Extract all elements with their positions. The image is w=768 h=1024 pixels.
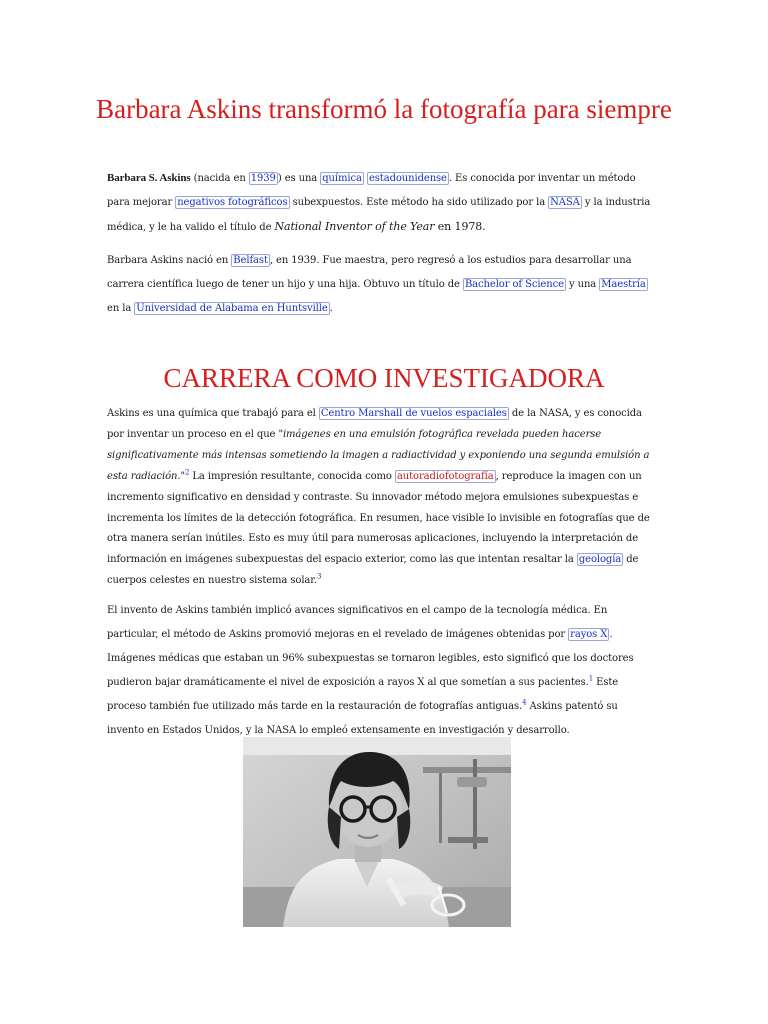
link-maestria[interactable]: Maestría	[601, 279, 646, 290]
text-segment: El invento de Askins también implicó avances significativos en el campo de la tecnología médica. En particular, el método de Askins promovió mejoras en el revelado de imágenes obtenidas por	[107, 605, 608, 640]
link-nasa[interactable]: NASA	[550, 197, 580, 208]
patent-quote: "imágenes en una emulsión fotográfica revelada pueden hacerse significativamente más intensas sometiendo la imagen a radiactividad y exponiendo una segunda emulsión a esta radiación."	[107, 428, 650, 482]
link-autoradiofotografia[interactable]: autoradiofotografía	[396, 470, 494, 482]
reference-link[interactable]: 3	[316, 572, 322, 581]
text-segment: . Imágenes médicas que estaban un 96% subexpuestas se tornaron legibles, esto significó que los doctores pudieron bajar dramáticamente el nivel de exposición a rayos X al que sometían a sus pacientes.	[107, 629, 634, 688]
text-segment: La impresión resultante, conocida como	[189, 470, 395, 482]
text-segment: en la	[107, 303, 135, 314]
reference-link[interactable]: 1	[588, 674, 594, 683]
text-segment: Askins patentó su invento en Estados Unidos, y la NASA lo empleó extensamente en investigación y desarrollo.	[107, 701, 618, 736]
reference-link[interactable]: 2	[184, 468, 190, 477]
biography-paragraph	[107, 249, 657, 321]
intro-paragraph	[107, 166, 657, 240]
link-universidad-alabama[interactable]: Universidad de Alabama en Huntsville	[136, 303, 328, 314]
text-segment: (nacida en	[190, 173, 249, 184]
text-segment: Askins es una química que trabajó para el	[107, 408, 319, 419]
text-segment: de la NASA, y es conocida por inventar un proceso en el que	[107, 408, 642, 440]
link-negativos-fotograficos[interactable]: negativos fotográficos	[177, 197, 288, 208]
text-segment: , en 1939. Fue maestra, pero regresó a los estudios para desarrollar una carrera científica luego de tener un hijo y una hija. Obtuvo un título de	[107, 255, 632, 290]
portrait-photo	[243, 737, 511, 927]
page-title: Barbara Askins transformó la fotografía para siempre	[96, 94, 672, 124]
link-quimica[interactable]: química	[322, 173, 362, 184]
text-segment: , reproduce la imagen con un incremento significativo en densidad y contraste. Su innovador método mejora emulsiones subexpuestas e incrementa los límites de la detección fotográfica. En resumen, hace visible lo invisible en fotografías que de otra manera serían inútiles. Esto es muy útil para numerosas aplicaciones, incluyendo la interpretación de información en imágenes subexpuestas del espacio exterior, como las que intentan resaltar la	[107, 470, 650, 566]
photograph-woman-laboratory-icon	[243, 737, 511, 927]
reference-link[interactable]: 4	[522, 698, 527, 707]
text-segment: ) es una	[277, 173, 321, 184]
text-segment: Barbara Askins nació en	[107, 255, 232, 266]
text-segment: .	[329, 303, 333, 314]
text-segment: subexpuestos. Este método ha sido utilizado por la	[289, 197, 549, 208]
medical-paragraph	[107, 599, 657, 743]
text-segment: . Es conocida por inventar un método para mejorar	[107, 173, 636, 208]
link-centro-marshall[interactable]: Centro Marshall de vuelos espaciales	[320, 408, 507, 419]
text-segment: Este proceso también fue utilizado más tarde en la restauración de fotografías antiguas.	[107, 677, 619, 712]
link-belfast[interactable]: Belfast	[233, 255, 268, 266]
person-name: Barbara S. Askins	[107, 172, 191, 184]
section-heading: CARRERA COMO INVESTIGADORA	[163, 363, 605, 393]
career-paragraph	[107, 404, 657, 592]
text-segment: de cuerpos celestes en nuestro sistema solar.	[107, 554, 639, 587]
text-segment: y la industria médica, y le ha valido el título de	[107, 197, 651, 233]
link-1939[interactable]: 1939	[250, 173, 276, 184]
link-rayos-x[interactable]: rayos X	[570, 629, 608, 640]
text-segment: en 1978.	[434, 220, 486, 233]
link-bachelor-of-science[interactable]: Bachelor of Science	[464, 279, 564, 290]
award-title: National Inventor of the Year	[274, 220, 435, 233]
link-estadounidense[interactable]: estadounidense	[368, 173, 447, 184]
text-segment: y una	[565, 279, 600, 290]
link-geologia[interactable]: geología	[578, 554, 622, 566]
